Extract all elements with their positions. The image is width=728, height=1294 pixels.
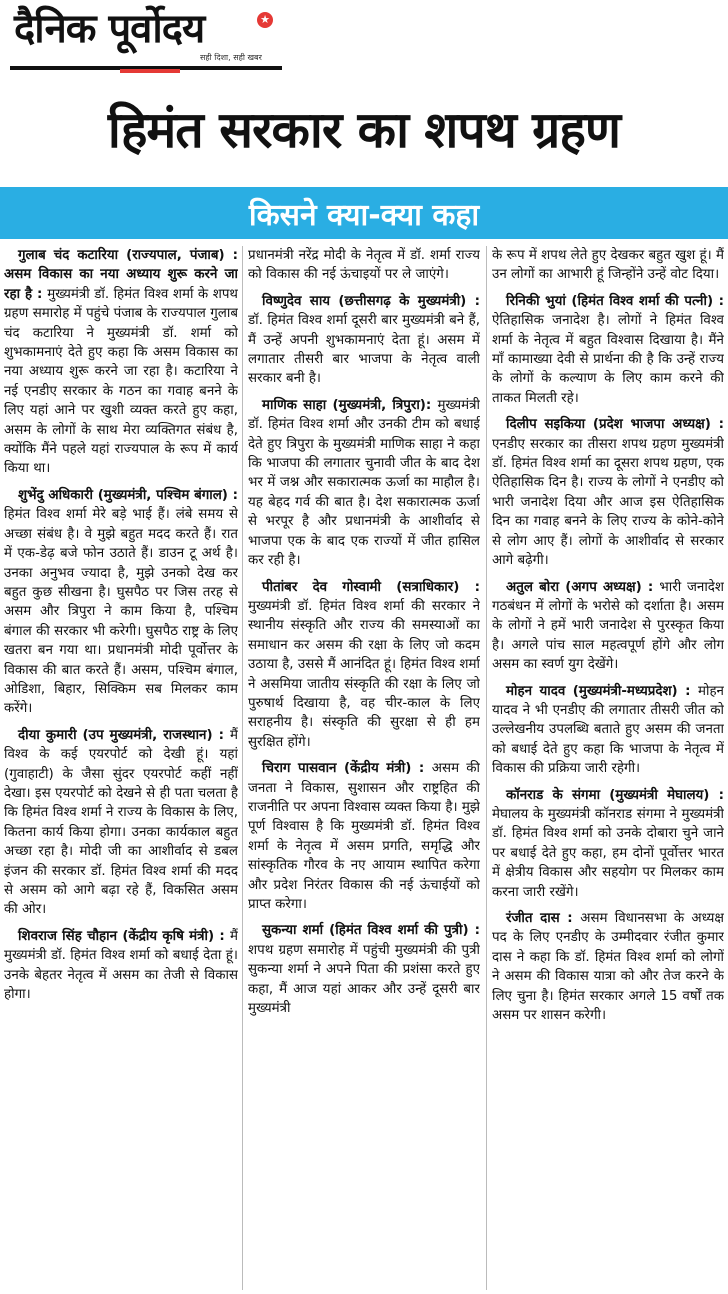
- quote-text: भारी जनादेश गठबंधन में लोगों के भरोसे को दर्शाता है। असम के लोगों ने हमें भारी जनादेश से पुरस्कृत किया है। अगले पांच साल महत्वपूर्ण होंगे और लोग असम का स्वर्ण युग देखेंगे।: [492, 579, 724, 673]
- article-columns: [0, 246, 728, 1290]
- quote-item: [492, 292, 724, 408]
- quote-text: असम विधानसभा के अध्यक्ष पद के लिए एनडीए के उम्मीदवार रंजीत कुमार दास ने कहा कि डॉ. हिमंत विश्व शर्मा को लोगों ने असम की विकास यात्रा को और तेज करने के लिए चुना है। हिमंत सरकार अगले 15 वर्षों तक असम पर शासन करेगी।: [492, 911, 724, 1024]
- quote-text: मैं मुख्यमंत्री डॉ. हिमंत विश्व शर्मा को बधाई देता हूं। उनके बेहतर नेतृत्व में असम का तेजी से विकास होगा।: [4, 928, 238, 1003]
- quote-text: मुख्यमंत्री डॉ. हिमंत विश्व शर्मा और उनकी टीम को बधाई देते हुए त्रिपुरा के मुख्यमंत्री माणिक साहा ने कहा कि भाजपा की लगातार चुनावी जीत के बाद देश भर में जश्न और सकारात्मक ऊर्जा का माहौल है। यह बेहद गर्व की बात है। देश सकारात्मक ऊर्जा से भरपूर है और प्रधानमंत्री के आशीर्वाद से भाजपा एक के बाद एक राज्यों में जीत हासिल कर रही है।: [248, 397, 480, 569]
- quote-text: मेघालय के मुख्यमंत्री कॉनराड संगमा ने मुख्यमंत्री डॉ. हिमंत विश्व शर्मा को उनके दोबारा चुने जाने पर बधाई देते हुए कहा, हम दोनों पूर्वोत्तर भारत में क्षेत्रीय विकास और सहयोग पर मिलकर काम करना जारी रखेंगे।: [492, 806, 724, 900]
- speaker-name: कॉनराड के संगमा (मुख्यमंत्री मेघालय) :: [506, 787, 724, 803]
- page-headline: हिमंत सरकार का शपथ ग्रहण: [107, 100, 621, 159]
- quote-text: शपथ ग्रहण समारोह में पहुंची मुख्यमंत्री की पुत्री सुकन्या शर्मा ने अपने पिता की प्रशंसा करते हुए कहा, मैं आज यहां आकर और उन्हें दूसरी बार मुख्यमंत्री: [248, 942, 480, 1017]
- newspaper-logo: दैनिक पूर्वोदय: [14, 5, 205, 52]
- quote-item: [492, 909, 724, 1025]
- speaker-name: गुलाब चंद कटारिया (राज्यपाल, पंजाब) : असम विकास का नया अध्याय शुरू करने जा रहा है :: [4, 248, 238, 302]
- speaker-name: सुकन्या शर्मा (हिमंत विश्व शर्मा की पुत्री) :: [262, 923, 480, 939]
- quote-text: मुख्यमंत्री डॉ. हिमंत विश्व शर्मा के शपथ ग्रहण समारोह में पहुंचे पंजाब के राज्यपाल गुलाब चंद कटारिया ने मुख्यमंत्री डॉ. शर्मा को शुभकामनाएं देते हुए कहा कि असम विकास का नया अध्याय शुरू करने जा रहा है। कटारिया ने नई एनडीए सरकार के गठन का गवाह बनने के लिए यहां आने पर खुशी व्यक्त करते हुए कहा, असम के लोगों के साथ मेरा व्यक्तिगत संबंध है, क्योंकि मैंने पहले यहां राज्यपाल के रूप में कार्य किया था।: [4, 286, 238, 477]
- logo-star-icon: ★: [257, 12, 273, 28]
- speaker-name: पीतांबर देव गोस्वामी (सत्राधिकार) :: [262, 579, 480, 595]
- quote-item: [4, 927, 238, 1005]
- quote-text: मोहन यादव ने भी एनडीए की लगातार तीसरी जीत को उल्लेखनीय उपलब्धि बताते हुए असम की जनता को बधाई देते हुए कहा कि भाजपा के नेतृत्व में विकास की प्रक्रिया जारी रहेगी।: [492, 683, 724, 777]
- masthead: [0, 0, 728, 80]
- subheadline-text: किसने क्या-क्या कहा: [248, 197, 480, 233]
- quote-item: [492, 415, 724, 570]
- speaker-name: दिलीप सइकिया (प्रदेश भाजपा अध्यक्ष) :: [506, 417, 724, 433]
- speaker-name: विष्णुदेव साय (छत्तीसगढ़ के मुख्यमंत्री) :: [262, 293, 480, 309]
- speaker-name: चिराग पासवान (केंद्रीय मंत्री) :: [262, 761, 432, 777]
- quote-text: मैं विश्व के कई एयरपोर्ट को देखी हूं। यहां (गुवाहाटी) के जैसा सुंदर एयरपोर्ट कहीं नहीं देखा। इस एयरपोर्ट को देखने से ही पता चलता है कि हिमंत विश्व शर्मा ने राज्य के विकास के लिए, कितना कार्य किया होगा। उनका कार्यकाल बहुत अच्छा रहा है। मोदी जी का आशीर्वाद से डबल इंजन की सरकार डॉ. हिमंत विश्व शर्मा की मदद से असम को आगे बढ़ा रहे हैं, विकसित असम की ओर।: [4, 727, 238, 918]
- quote-text: ऐतिहासिक जनादेश है। लोगों ने हिमंत विश्व शर्मा के नेतृत्व में बहुत विश्वास दिखाया है। मैंने माँ कामाख्या देवी से प्रार्थना की है कि उन्हें राज्य के लोगों के कल्याण के लिए काम करने की ताकत मिलती रहे।: [492, 313, 724, 406]
- logo-accent: [120, 69, 180, 73]
- speaker-name: मोहन यादव (मुख्यमंत्री-मध्यप्रदेश) :: [506, 683, 698, 699]
- quote-text: असम की जनता ने विकास, सुशासन और राष्ट्रहित की राजनीति पर अपना विश्वास व्यक्त किया है। मुझे पूर्ण विश्वास है कि मुख्यमंत्री डॉ. हिमंत विश्व शर्मा के नेतृत्व में असम प्रगति, समृद्धि और सांस्कृतिक गौरव के नए आयाम स्थापित करेगा और प्रदेश निरंतर विकास की नई ऊंचाईयों को प्राप्त करेगा।: [248, 761, 480, 912]
- speaker-name: रंजीत दास :: [506, 911, 581, 926]
- quote-item: [248, 396, 480, 571]
- speaker-name: शिवराज सिंह चौहान (केंद्रीय कृषि मंत्री) :: [18, 928, 230, 944]
- quote-item: [492, 682, 724, 779]
- quote-item: [492, 246, 724, 285]
- quote-item: [248, 759, 480, 914]
- column-2: [248, 246, 480, 1290]
- column-3: [492, 246, 724, 1290]
- speaker-name: अतुल बोरा (अगप अध्यक्ष) :: [506, 579, 660, 595]
- quote-item: [248, 292, 480, 389]
- quote-text: हिमंत विश्व शर्मा मेरे बड़े भाई हैं। लंबे समय से अच्छा संबंध है। वे मुझे बहुत मदद करते हैं। रात में एक-डेढ़ बजे फोन उठाते हैं। डाउन टू अर्थ है। उनका अनुभव ज्यादा है, मुझे उनको देख कर बहुत कुछ सीखना है। घुसपैठ पर जिस तरह से असम और त्रिपुरा ने काम किया है, पश्चिम बंगाल की सरकार भी करेगी। घुसपैठ राष्ट्र के लिए खतरा बन गया था। प्रधानमंत्री मोदी पूर्वोत्तर के विकास की बात करते हैं। असम, पश्चिम बंगाल, ओडिशा, बिहार, सिक्किम सब मिलकर काम करेंगे।: [4, 507, 238, 717]
- quote-text: एनडीए सरकार का तीसरा शपथ ग्रहण मुख्यमंत्री डॉ. हिमंत विश्व शर्मा का दूसरा शपथ ग्रहण, एक ऐतिहासिक दिन है। राज्य के लोगों ने एनडीए को भारी जनादेश दिया और आज इस ऐतिहासिक दिन का गवाह बनने के लिए राज्य के कोने-कोने से लोग आए हैं। लोगों के आशीर्वाद से सरकार आगे बढ़ेगी।: [492, 436, 724, 569]
- speaker-name: दीया कुमारी (उप मुख्यमंत्री, राजस्थान) :: [18, 727, 230, 743]
- quote-item: [492, 786, 724, 902]
- quote-item: [4, 486, 238, 719]
- quote-item: [248, 921, 480, 1018]
- speaker-name: रिनिकी भुयां (हिमंत विश्व शर्मा की पत्नी) :: [506, 293, 724, 309]
- quote-item: [492, 578, 724, 675]
- column-1: [4, 246, 238, 1290]
- tagline: सही दिशा, सही खबर: [200, 53, 262, 62]
- quote-item: [4, 726, 238, 920]
- quote-text: प्रधानमंत्री नरेंद्र मोदी के नेतृत्व में डॉ. शर्मा राज्य को विकास की नई ऊंचाइयों पर ले जाएंगे।: [248, 248, 480, 283]
- quote-item: [4, 246, 238, 479]
- quote-text: के रूप में शपथ लेते हुए देखकर बहुत खुश हूं। मैं उन लोगों का आभारी हूं जिन्होंने उन्हें वोट दिया।: [492, 248, 724, 283]
- speaker-name: माणिक साहा (मुख्यमंत्री, त्रिपुरा):: [262, 397, 438, 413]
- speaker-name: शुभेंदु अधिकारी (मुख्यमंत्री, पश्चिम बंगाल) :: [18, 487, 238, 503]
- quote-item: [248, 578, 480, 753]
- quote-text: डॉ. हिमंत विश्व शर्मा दूसरी बार मुख्यमंत्री बने हैं, मैं उन्हें अपनी शुभकामनाएं देता हूं। असम में लगातार तीसरी बार भाजपा के नेतृत्व वाली सरकार बनी है।: [248, 313, 480, 387]
- quote-text: मुख्यमंत्री डॉ. हिमंत विश्व शर्मा की सरकार ने स्थानीय संस्कृति और राज्य की समस्याओं का समाधान कर असम की रक्षा के लिए जो कदम उठाया है, उससे मैं आनंदित हूं। हिमंत विश्व शर्मा ने असमिया जातीय संस्कृति की रक्षा के लिए जो पुरुषार्थ दिखाया है, वह चीर-काल के लिए सराहनीय है। संस्कृति की सुरक्षा से ही हम सुरक्षित होंगे।: [248, 598, 480, 750]
- quote-item: [248, 246, 480, 285]
- subheadline-banner: [0, 187, 728, 239]
